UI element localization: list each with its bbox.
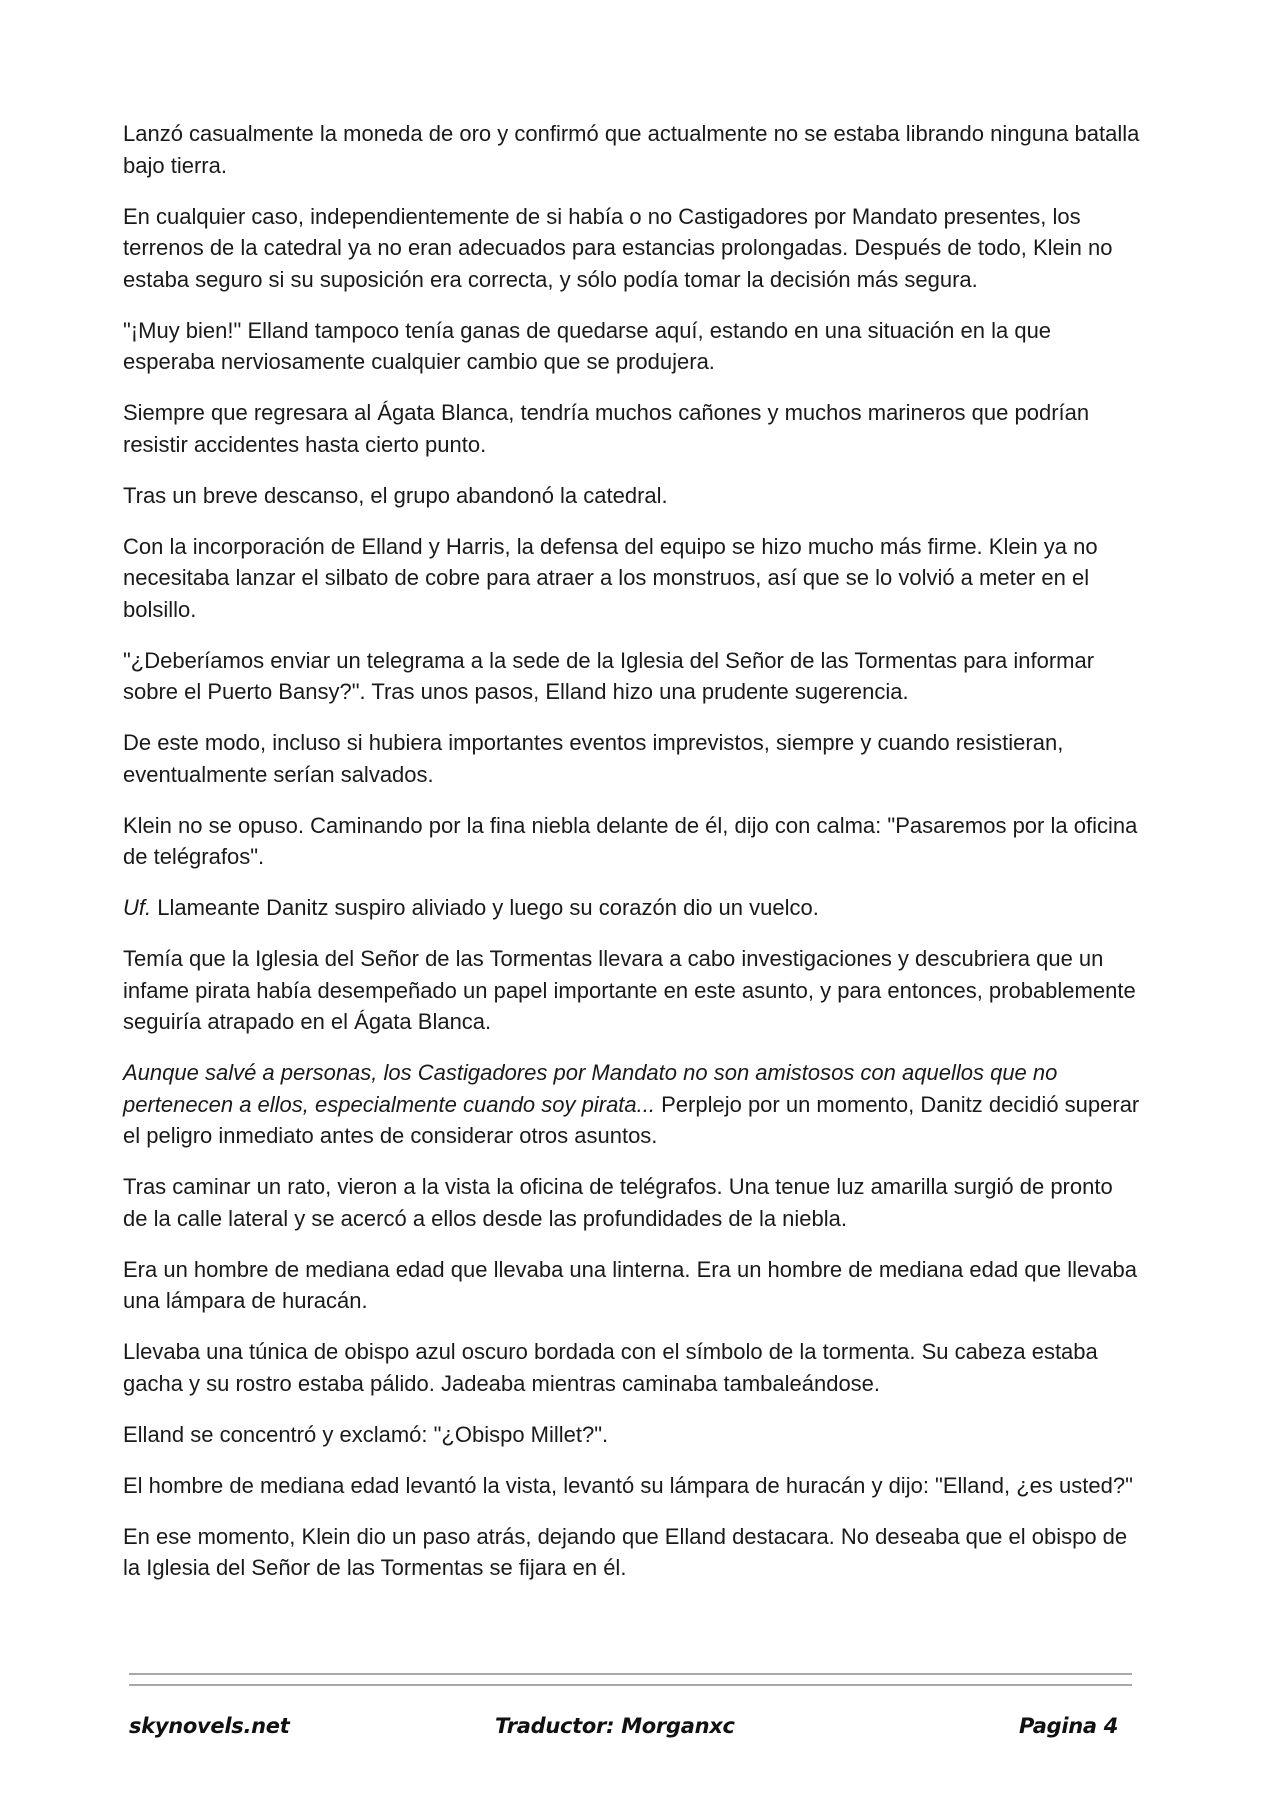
paragraph-text: En cualquier caso, independientemente de si había o no Castigadores por Mandato presentes, los terrenos de la catedral ya no eran adecuados para estancias prolongadas. Después de todo, Klein no estaba seguro si su suposición era correcta, y sólo podía tomar la decisión más segura.: [123, 203, 1113, 292]
body-paragraph: [123, 201, 1143, 296]
body-paragraph: [123, 1057, 1143, 1152]
body-paragraph: [123, 118, 1143, 181]
body-paragraph: [123, 480, 1143, 512]
paragraph-text: Lanzó casualmente la moneda de oro y confirmó que actualmente no se estaba librando ninguna batalla bajo tierra.: [123, 121, 1140, 178]
body-paragraph: [123, 645, 1143, 708]
paragraph-text: Elland se concentró y exclamó: "¿Obispo Millet?".: [123, 1421, 609, 1447]
paragraph-text: Siempre que regresara al Ágata Blanca, tendría muchos cañones y muchos marineros que podrían resistir accidentes hasta cierto punto.: [123, 400, 1090, 457]
body-paragraph: [123, 1521, 1143, 1584]
paragraph-text: De este modo, incluso si hubiera importantes eventos imprevistos, siempre y cuando resistieran, eventualmente serían salvados.: [123, 730, 1064, 787]
body-paragraph: [123, 1254, 1143, 1317]
footer-site: skynovels.net: [129, 1714, 290, 1738]
footer-translator: Traductor: Morganxc: [495, 1714, 735, 1738]
paragraph-text: "¡Muy bien!" Elland tampoco tenía ganas de quedarse aquí, estando en una situación en la que esperaba nerviosamente cualquier cambio que se produjera.: [123, 317, 1052, 374]
body-paragraph: [123, 531, 1143, 626]
paragraph-text: Tras caminar un rato, vieron a la vista la oficina de telégrafos. Una tenue luz amarilla surgió de pronto de la calle lateral y se acercó a ellos desde las profundidades de la niebla.: [123, 1174, 1113, 1231]
paragraph-text: "¿Deberíamos enviar un telegrama a la sede de la Iglesia del Señor de las Tormentas para informar sobre el Puerto Bansy?". Tras unos pasos, Elland hizo una prudente sugerencia.: [123, 647, 1095, 704]
italic-text: Aunque salvé a personas, los Castigadores por Mandato no son amistosos con aquellos que no pertenecen a ellos, especialmente cuando soy pirata...: [123, 1060, 1058, 1117]
paragraph-text: Temía que la Iglesia del Señor de las Tormentas llevara a cabo investigaciones y descubriera que un infame pirata había desempeñado un papel importante en este asunto, y para entonces, probablemente seguiría atrapado en el Ágata Blanca.: [123, 946, 1136, 1034]
footer-page-number: Pagina 4: [1019, 1714, 1119, 1738]
paragraph-text: Con la incorporación de Elland y Harris, la defensa del equipo se hizo mucho más firme. Klein ya no necesitaba lanzar el silbato de cobre para atraer a los monstruos, así que se lo volvió a meter en el bolsillo.: [123, 533, 1098, 622]
body-paragraph: [123, 1470, 1143, 1502]
paragraph-text: Era un hombre de mediana edad que llevaba una linterna. Era un hombre de mediana edad que llevaba una lámpara de huracán.: [123, 1256, 1137, 1313]
body-paragraph: [123, 315, 1143, 378]
italic-text: Uf.: [123, 895, 152, 920]
paragraph-text: En ese momento, Klein dio un paso atrás, dejando que Elland destacara. No deseaba que el obispo de la Iglesia del Señor de las Tormentas se fijara en él.: [123, 1523, 1128, 1580]
paragraph-text: Llevaba una túnica de obispo azul oscuro bordada con el símbolo de la tormenta. Su cabeza estaba gacha y su rostro estaba pálido. Jadeaba mientras caminaba tambaleándose.: [123, 1339, 1098, 1396]
footer-divider-bottom: [129, 1684, 1132, 1686]
body-paragraph: [123, 397, 1143, 460]
body-paragraph: [123, 727, 1143, 790]
body-paragraph: [123, 1419, 1143, 1451]
page-body: [123, 118, 1143, 1603]
paragraph-text: Llameante Danitz suspiro aliviado y luego su corazón dio un vuelco.: [151, 895, 819, 920]
body-paragraph: [123, 892, 1143, 924]
paragraph-text: Tras un breve descanso, el grupo abandonó la catedral.: [123, 482, 668, 508]
paragraph-text: Klein no se opuso. Caminando por la fina niebla delante de él, dijo con calma: "Pasaremos por la oficina de telégrafos".: [123, 812, 1138, 869]
body-paragraph: [123, 1171, 1143, 1234]
body-paragraph: [123, 943, 1143, 1038]
paragraph-text: Perplejo por un momento, Danitz decidió superar el peligro inmediato antes de considerar otros asuntos.: [123, 1091, 1140, 1148]
body-paragraph: [123, 810, 1143, 873]
paragraph-text: El hombre de mediana edad levantó la vista, levantó su lámpara de huracán y dijo: "Elland, ¿es usted?": [123, 1472, 1133, 1498]
footer-divider-top: [129, 1673, 1132, 1675]
body-paragraph: [123, 1336, 1143, 1399]
